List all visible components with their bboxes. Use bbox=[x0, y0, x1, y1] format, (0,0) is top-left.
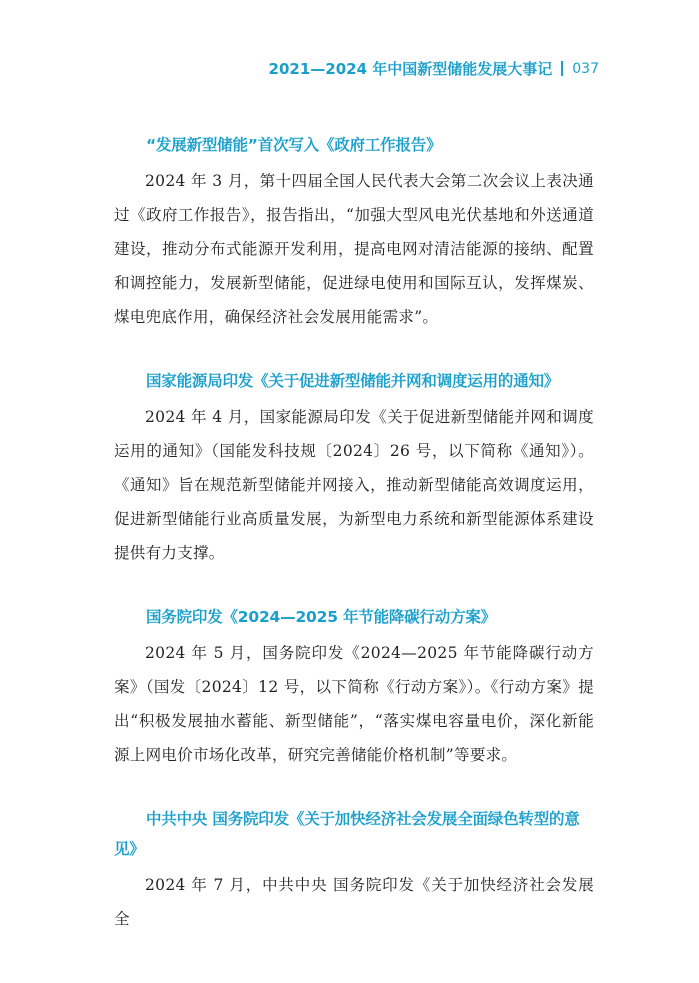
section-state-council-action-plan bbox=[114, 602, 594, 772]
page-number: 037 bbox=[572, 60, 599, 77]
section-new-energy-storage-gov-report bbox=[114, 130, 594, 334]
section-title: 国家能源局印发《关于促进新型储能并网和调度运用的通知》 bbox=[146, 372, 560, 390]
section-green-transformation-opinion bbox=[114, 804, 594, 936]
section-title: 国务院印发《2024—2025 年节能降碳行动方案》 bbox=[146, 608, 496, 626]
section-nea-grid-notice bbox=[114, 366, 594, 570]
section-body: 2024 年 4 月，国家能源局印发《关于促进新型储能并网和调度运用的通知》（国能发科技规〔2024〕26 号，以下简称《通知》）。《通知》旨在规范新型储能并网接入，推动新型储能高效调度运用，促进新型储能行业高质量发展，为新型电力系统和新型能源体系建设提供有力支撑。 bbox=[114, 408, 594, 562]
running-header bbox=[269, 58, 599, 79]
section-title: 中共中央 国务院印发《关于加快经济社会发展全面绿色转型的意见》 bbox=[114, 810, 580, 858]
header-divider bbox=[561, 61, 563, 76]
section-body: 2024 年 7 月，中共中央 国务院印发《关于加快经济社会发展全 bbox=[114, 876, 594, 928]
main-content bbox=[114, 130, 594, 968]
section-body: 2024 年 5 月，国务院印发《2024—2025 年节能降碳行动方案》（国发〔2024〕12 号，以下简称《行动方案》）。《行动方案》提出“积极发展抽水蓄能、新型储能”，“落实煤电容量电价，深化新能源上网电价市场化改革，研究完善储能价格机制”等要求。 bbox=[114, 644, 594, 764]
section-body: 2024 年 3 月，第十四届全国人民代表大会第二次会议上表决通过《政府工作报告》，报告指出，“加强大型风电光伏基地和外送通道建设，推动分布式能源开发利用，提高电网对清洁能源的接纳、配置和调控能力，发展新型储能，促进绿电使用和国际互认，发挥煤炭、煤电兜底作用，确保经济社会发展用能需求”。 bbox=[114, 172, 594, 326]
header-title: 2021—2024 年中国新型储能发展大事记 bbox=[268, 60, 553, 78]
section-title: “发展新型储能”首次写入《政府工作报告》 bbox=[146, 136, 442, 154]
